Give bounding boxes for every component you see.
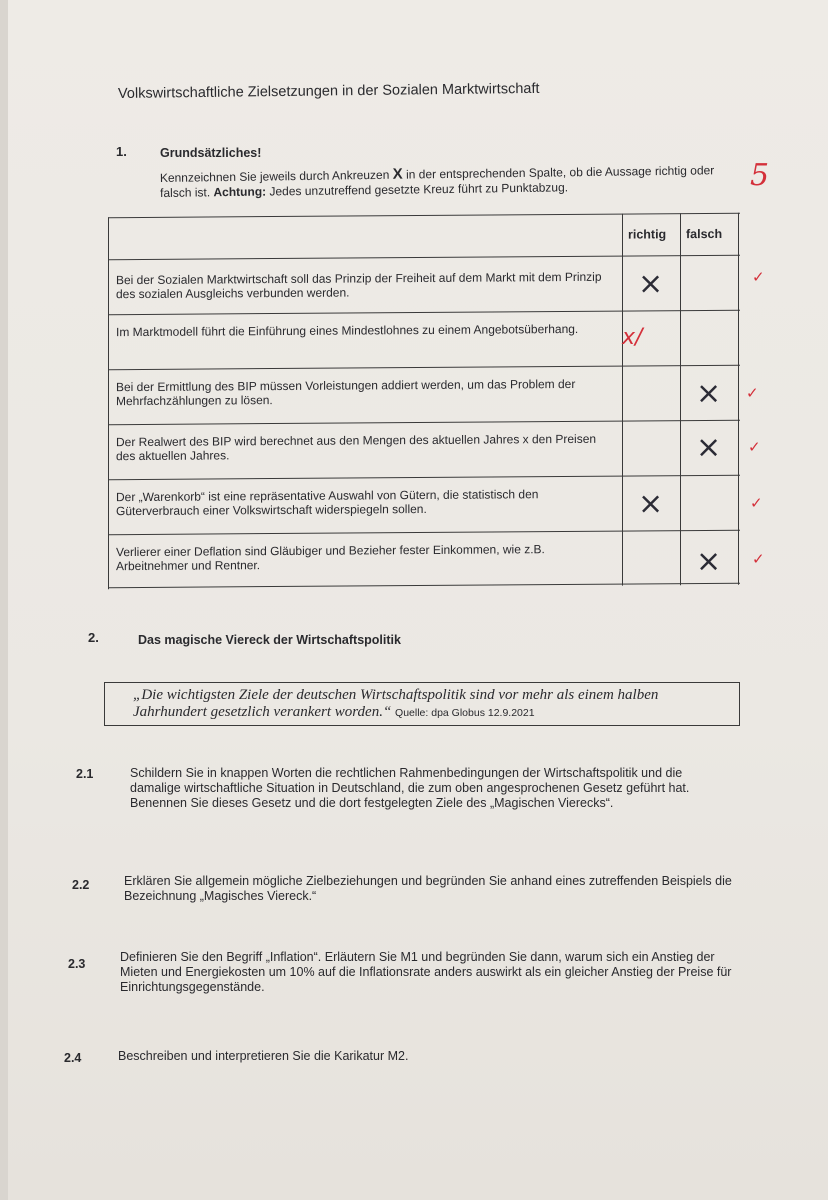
quote-text: „Die wichtigsten Ziele der deutschen Wirtschaftspolitik sind vor mehr als einem halben Jahrhundert gesetzlich verankert worden.“	[133, 687, 659, 720]
statement-4: Der Realwert des BIP wird berechnet aus den Mengen des aktuellen Jahres x den Preisen des aktuellen Jahres.	[116, 431, 597, 464]
task-2-4: Beschreiben und interpretieren Sie die Karikatur M2.	[118, 1049, 409, 1063]
section2-number: 2.	[88, 630, 99, 645]
handwritten-cross-6: ×	[696, 543, 722, 580]
handwritten-cross-3: ×	[696, 375, 722, 412]
task-2-2: Erklären Sie allgemein mögliche Zielbeziehungen und begründen Sie anhand eines zutreffenden Beispiels die Bezeichnung „Magisches Viereck.“	[124, 874, 732, 903]
red-wrong-mark-icon: x/	[622, 325, 643, 350]
task-2-3: Definieren Sie den Begriff „Inflation“. Erläutern Sie M1 und begründen Sie dann, warum sich ein Anstieg der Mieten und Energiekosten um 10% auf die Inflationsrate anders auswirkt als ein gleicher Anstieg der Preise für Einrichtungsgegenstände.	[120, 950, 732, 994]
instruction-warning-label: Achtung:	[213, 184, 267, 200]
section1-instruction	[160, 162, 730, 201]
task-2-1: Schildern Sie in knappen Worten die rechtlichen Rahmenbedingungen der Wirtschaftspolitik und die damalige wirtschaftliche Situation in Deutschland, die zum oben angesprochenen Gesetz geführt hat. Benennen Sie dieses Gesetz und die dort festgelegten Ziele des „Magischen Vierecks“.	[130, 766, 690, 810]
task-number-2-2: 2.2	[72, 878, 90, 892]
statement-1: Bei der Sozialen Marktwirtschaft soll das Prinzip der Freiheit auf dem Markt mit dem Prinzip des sozialen Ausgleichs verbunden werden.	[116, 269, 602, 302]
quote-box	[104, 682, 740, 726]
instruction-text-1: Kennzeichnen Sie jeweils durch Ankreuzen	[159, 167, 390, 186]
statement-6: Verlierer einer Deflation sind Gläubiger und Bezieher fester Einkommen, wie z.B. Arbeitnehmer und Rentner.	[116, 542, 545, 574]
check-mark-icon-1: ✓	[752, 268, 765, 286]
instruction-text-2: in der entsprechenden Spalte, ob die Aussage richtig oder falsch ist.	[160, 163, 715, 200]
check-mark-icon-3: ✓	[746, 384, 759, 402]
cross-mark-icon: X	[392, 165, 403, 183]
section1-heading: Grundsätzliches!	[160, 146, 262, 160]
instruction-warning-text: Jedes unzutreffend gesetzte Kreuz führt zu Punktabzug.	[269, 180, 569, 199]
check-mark-icon-6: ✓	[752, 550, 765, 568]
quote-source: Quelle: dpa Globus 12.9.2021	[395, 707, 535, 719]
handwritten-cross-4: ×	[696, 429, 722, 466]
statement-3: Bei der Ermittlung des BIP müssen Vorleistungen addiert werden, um das Problem der Mehrfachzählungen zu lösen.	[116, 376, 576, 409]
check-mark-icon-5: ✓	[750, 494, 763, 512]
handwritten-cross-1: ×	[638, 266, 664, 302]
handwritten-cross-5: ×	[638, 486, 664, 522]
statement-2: Im Marktmodell führt die Einführung eines Mindestlohnes zu einem Angebotsüberhang.	[116, 321, 579, 340]
quote	[133, 687, 733, 722]
page-title: Volkswirtschaftliche Zielsetzungen in der Sozialen Marktwirtschaft	[117, 80, 540, 102]
statement-5: Der „Warenkorb“ ist eine repräsentative Auswahl von Gütern, die statistisch den Güterverbrauch einer Volkswirtschaft widerspiegeln sollen.	[116, 487, 539, 519]
section2-heading: Das magische Viereck der Wirtschaftspolitik	[138, 633, 401, 647]
section1-number: 1.	[116, 144, 127, 159]
true-false-table	[108, 213, 740, 589]
task-number-2-1: 2.1	[76, 767, 94, 781]
check-mark-icon-4: ✓	[748, 438, 761, 456]
column-header-richtig: richtig	[628, 227, 667, 242]
worksheet-page	[8, 0, 828, 1200]
task-number-2-3: 2.3	[68, 957, 86, 971]
column-header-falsch: falsch	[686, 226, 723, 242]
grade-score: 5	[750, 158, 770, 193]
task-number-2-4: 2.4	[64, 1051, 82, 1065]
